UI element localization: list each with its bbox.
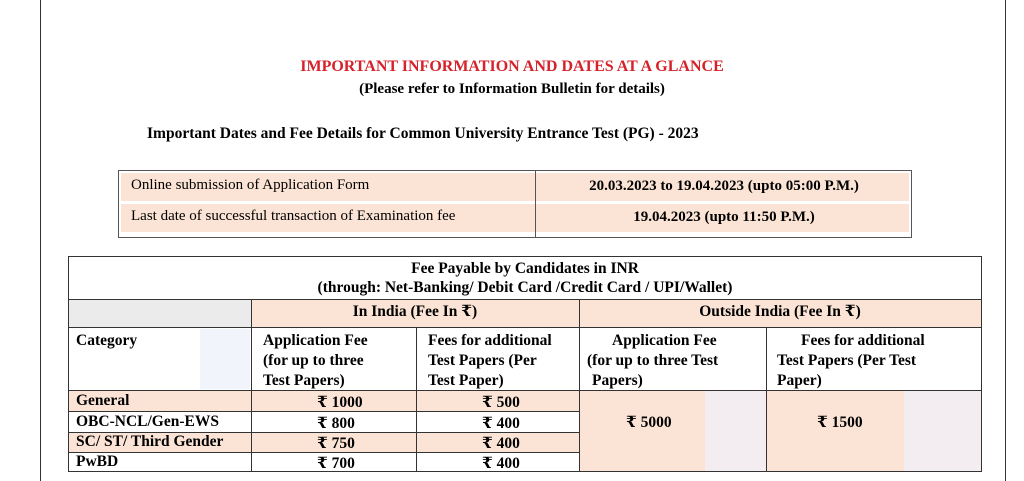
- header-out-app-fee: [587, 331, 718, 391]
- group-outside-india: Outside India (Fee In ₹): [699, 303, 861, 320]
- table-divider: [535, 171, 536, 237]
- grid-line: [579, 299, 580, 471]
- fee-table-title: [69, 259, 981, 297]
- header-line: Application Fee: [263, 332, 368, 349]
- header-line: Test Papers (Per Test: [777, 352, 917, 369]
- header-shade: [69, 299, 251, 327]
- add-fee-cell: ₹ 500: [482, 394, 520, 411]
- header-in-add-fee: [428, 331, 552, 391]
- add-fee-cell: ₹ 400: [482, 415, 520, 432]
- app-fee-cell: ₹ 750: [317, 435, 355, 452]
- category-cell: OBC-NCL/Gen-EWS: [76, 413, 219, 430]
- header-line: Test Paper): [428, 372, 504, 389]
- group-in-india: In India (Fee In ₹): [352, 303, 478, 320]
- grid-line: [69, 327, 981, 328]
- header-in-app-fee: [263, 331, 368, 391]
- header-line: Test Papers): [263, 372, 345, 389]
- dates-row: [121, 204, 909, 232]
- header-line: (for up to three: [263, 352, 364, 369]
- cell-shade: [904, 391, 981, 471]
- dates-label: Last date of successful transaction of Examination fee: [131, 208, 456, 224]
- category-cell: SC/ ST/ Third Gender: [76, 433, 224, 450]
- header-line: Fees for additional: [428, 332, 552, 349]
- header-line: Application Fee: [612, 332, 717, 349]
- fee-table: [68, 256, 982, 472]
- dates-value: 19.04.2023 (upto 11:50 P.M.): [633, 209, 815, 225]
- header-line: Papers): [592, 372, 643, 389]
- add-fee-cell: ₹ 400: [482, 455, 520, 472]
- dates-row: [121, 173, 909, 201]
- app-fee-cell: ₹ 700: [317, 455, 355, 472]
- dates-table: [118, 170, 912, 238]
- fee-title-line2: (through: Net-Banking/ Debit Card /Credit Card / UPI/Wallet): [317, 279, 733, 296]
- cell-shade: [200, 329, 250, 389]
- dates-label: Online submission of Application Form: [131, 177, 370, 193]
- category-cell: General: [76, 392, 130, 409]
- app-fee-cell: ₹ 1000: [317, 394, 363, 411]
- header-category: Category: [76, 332, 138, 349]
- add-fee-cell: ₹ 400: [482, 435, 520, 452]
- grid-line: [416, 327, 417, 471]
- header-line: Fees for additional: [801, 332, 925, 349]
- header-line: (for up to three Test: [587, 352, 719, 369]
- cell-shade: [705, 391, 767, 471]
- grid-line: [251, 299, 252, 471]
- section-title: Important Dates and Fee Details for Common University Entrance Test (PG) - 2023: [147, 125, 699, 142]
- app-fee-cell: ₹ 800: [317, 415, 355, 432]
- dates-value: 20.03.2023 to 19.04.2023 (upto 05:00 P.M.): [589, 178, 859, 194]
- header-line: Test Papers (Per: [428, 352, 537, 369]
- page-subheading: (Please refer to Information Bulletin for details): [359, 81, 665, 97]
- grid-line: [69, 299, 981, 300]
- page-heading: IMPORTANT INFORMATION AND DATES AT A GLANCE: [300, 58, 724, 75]
- outside-app-fee: ₹ 5000: [626, 414, 672, 431]
- header-out-add-fee: [777, 331, 925, 391]
- grid-line: [766, 327, 767, 471]
- outside-add-fee: ₹ 1500: [817, 414, 863, 431]
- category-cell: PwBD: [76, 453, 119, 470]
- header-line: Paper): [777, 372, 822, 389]
- fee-title-line1: Fee Payable by Candidates in INR: [411, 260, 639, 277]
